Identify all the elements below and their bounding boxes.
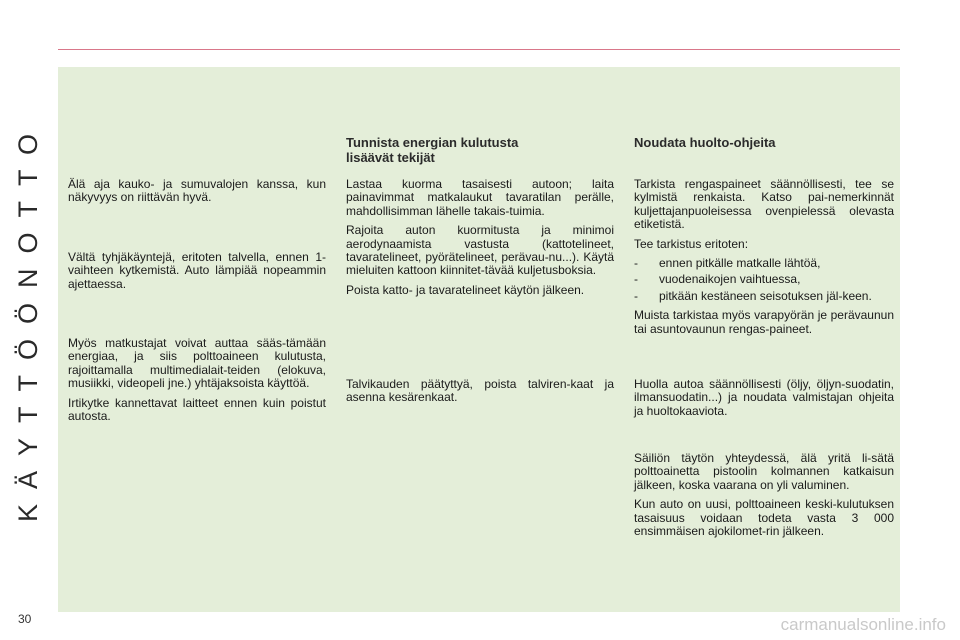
tip-load: Lastaa kuorma tasaisesti autoon; laita painavimmat matkalaukut tavaratilan perälle, mahdollisimman lähelle takais-tuimia. [346, 177, 614, 218]
list-item: - pitkään kestäneen seisotuksen jäl-keen. [634, 290, 894, 303]
tip-refuelling: Säiliön täytön yhteydessä, älä yritä li-sätä polttoainetta pistoolin kolmannen katkaisun jälkeen, koska vaarana on yli valuminen. [634, 451, 894, 492]
column-left [68, 0, 326, 640]
heading-energy-factors-line2: lisäävät tekijät [346, 150, 435, 165]
page-number: 30 [18, 612, 32, 626]
section-side-title-text: KÄYTTÖÖNOTTO [12, 118, 43, 522]
tip-aerodynamics: Rajoita auton kuormitusta ja minimoi aerodynaamista vastusta (kattotelineet, tavaratelineet, pyörätelineet, perävau-nu...). Käytä mieluiten kattoon kiinnitet-tävää kuljetusboksia. [346, 223, 614, 278]
section-side-title [8, 118, 48, 522]
heading-maintenance: Noudata huolto-ohjeita [634, 135, 776, 150]
tip-winter-tyres: Talvikauden päätyttyä, poista talviren-kaat ja asenna kesärenkaat. [346, 377, 614, 405]
tip-service: Huolla autoa säännöllisesti (öljy, öljyn-suodatin, ilmansuodatin...) ja noudata valmistajan ohjeita ja huoltokaaviota. [634, 377, 894, 418]
tip-passengers: Myös matkustajat voivat auttaa sääs-tämään energiaa, ja siis polttoaineen kulutusta, rajoittamalla multimedialait-teiden (elokuva, musiikki, videopeli jne.) yhtäjaksoista käyttöä. [68, 336, 326, 391]
tip-spare-wheel: Muista tarkistaa myös varapyörän je perävaunun tai asuntovaunun rengas-paineet. [634, 308, 894, 336]
tip-lights: Älä aja kauko- ja sumuvalojen kanssa, kun näkyvyys on riittävän hyvä. [68, 177, 326, 205]
list-item: - ennen pitkälle matkalle lähtöä, [634, 257, 894, 270]
tip-new-car: Kun auto on uusi, polttoaineen keski-kulutuksen tasaisuus voidaan todeta vasta 3 000 ensimmäisen ajokilomet-rin jälkeen. [634, 497, 894, 539]
heading-energy-factors-line1: Tunnista energian kulutusta [346, 135, 519, 150]
check-occasions-list [634, 257, 894, 303]
column-middle [346, 0, 614, 640]
tip-idling: Vältä tyhjäkäyntejä, eritoten talvella, ennen 1-vaihteen kytkemistä. Auto lämpiää nopeammin ajettaessa. [68, 250, 326, 291]
tip-tyre-pressure: Tarkista rengaspaineet säännöllisesti, tee se kylmistä renkaista. Katso pai-nemerkinnät kuljettajanpuoleisessa ovenpielessä olevasta etiketistä. [634, 177, 894, 232]
tip-roof-racks: Poista katto- ja tavaratelineet käytön jälkeen. [346, 282, 585, 297]
tip-devices: Irtikytke kannettavat laitteet ennen kuin poistut autosta. [68, 395, 326, 424]
list-item: - vuodenaikojen vaihtuessa, [634, 273, 894, 286]
watermark: carmanualsonline.info [780, 615, 946, 634]
tip-check-when: Tee tarkistus eritoten: [634, 236, 749, 251]
column-right [634, 0, 894, 640]
heading-energy-factors [346, 135, 614, 165]
